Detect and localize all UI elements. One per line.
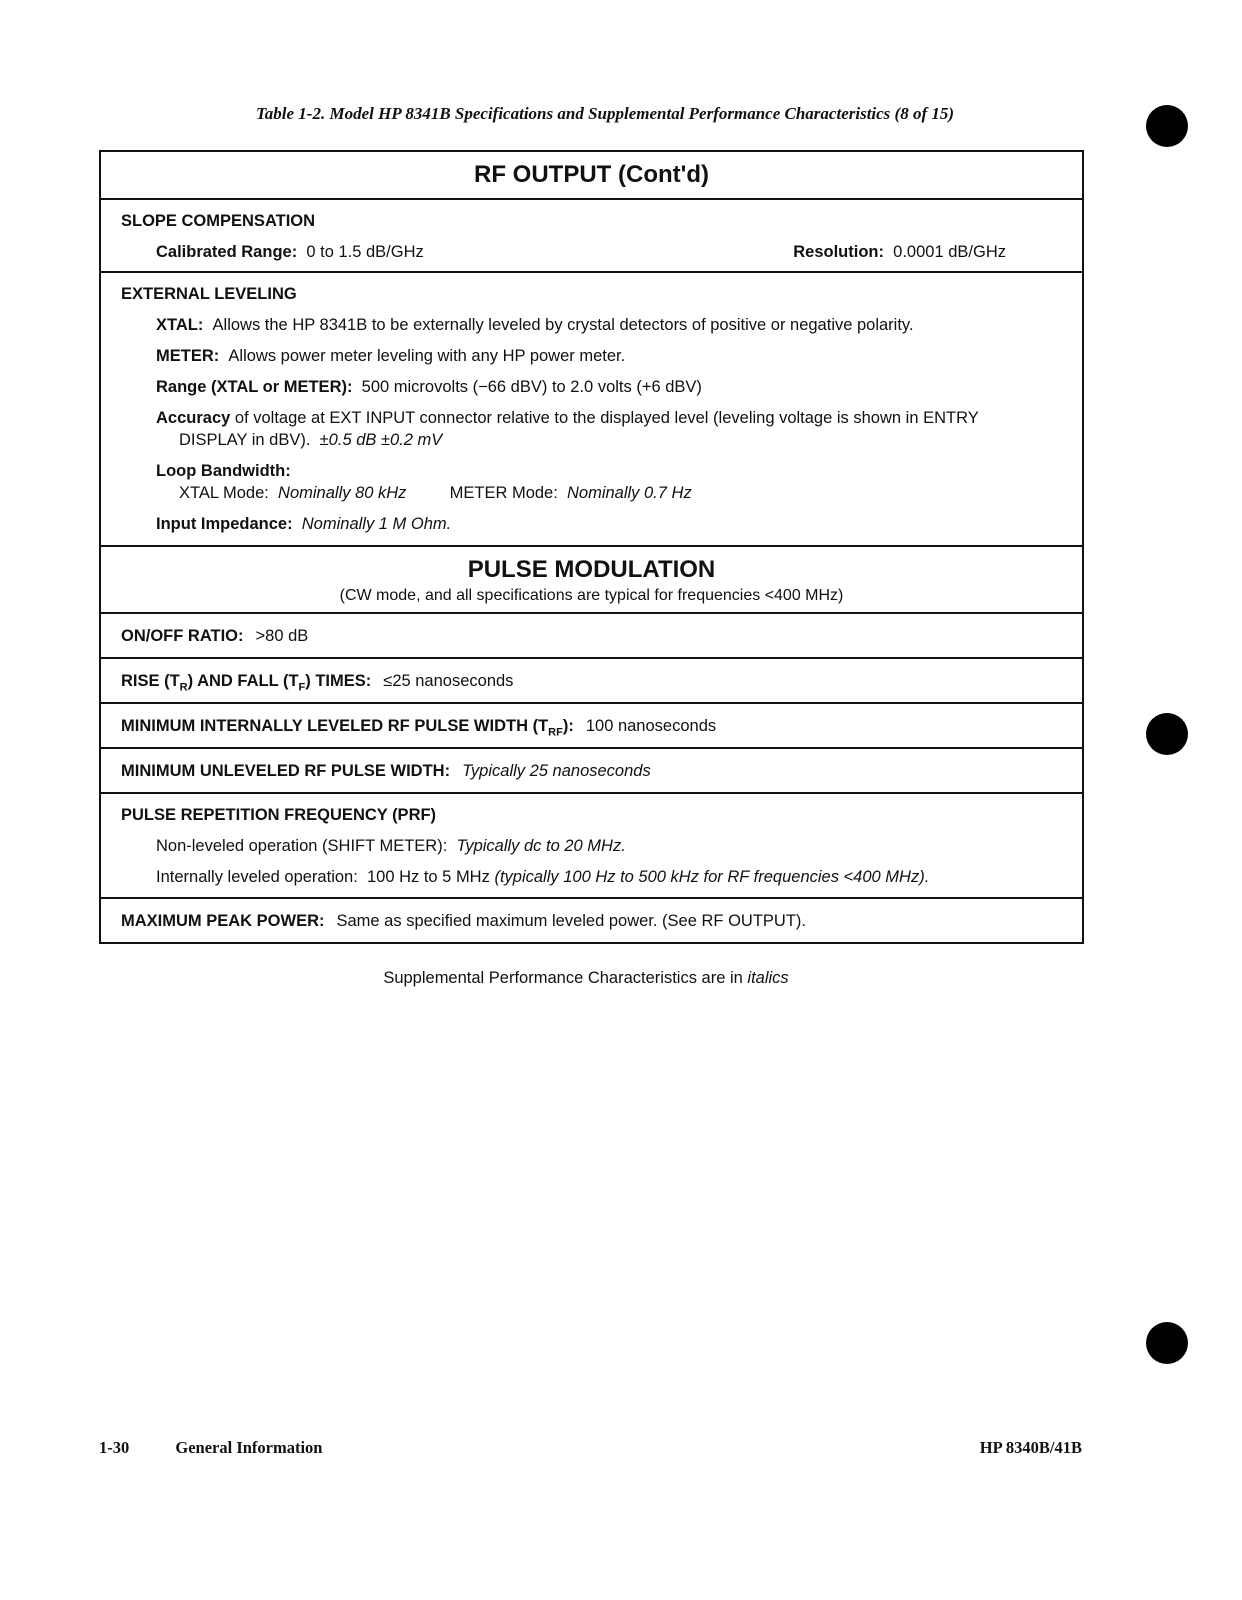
accuracy-line [121, 407, 1062, 429]
slope-line [121, 241, 1062, 263]
table-caption: Table 1-2. Model HP 8341B Specifications and Supplemental Performance Characteristics (8 of 15) [255, 104, 955, 123]
block-title: PULSE REPETITION FREQUENCY (PRF) [121, 806, 437, 824]
accuracy-label: Accuracy [156, 409, 231, 427]
meter-mode-value: Nominally 0.7 Hz [566, 484, 692, 502]
external-leveling-block [101, 271, 1082, 545]
accuracy-line-cont [121, 429, 1062, 451]
min-int-label [121, 717, 574, 739]
block-title: EXTERNAL LEVELING [121, 285, 297, 303]
prf-int-value: 100 Hz to 5 MHz [366, 868, 490, 886]
rise-sub-r: R [179, 681, 188, 694]
rise-fall-label [121, 672, 372, 694]
footer-left [99, 1438, 322, 1458]
accuracy-spec: ±0.5 dB ±0.2 mV [319, 431, 443, 449]
range-line [121, 376, 1062, 398]
prf-nonleveled-line [121, 835, 1062, 857]
rise-sub-f: F [298, 681, 306, 694]
rise-fall-value: ≤25 nanoseconds [383, 672, 514, 690]
spec-table [99, 150, 1084, 944]
prf-int-label: Internally leveled operation: [156, 868, 358, 886]
prf-block [101, 792, 1082, 897]
footer-model: HP 8340B/41B [979, 1438, 1082, 1457]
accuracy-value: of voltage at EXT INPUT connector relative to the displayed level (leveling voltage is shown in ENTRY [234, 409, 979, 427]
rise-label-b: ) AND FALL (T [187, 672, 299, 690]
section-title: PULSE MODULATION [467, 556, 716, 583]
rf-output-header [101, 152, 1082, 198]
input-impedance-label: Input Impedance: [156, 515, 293, 533]
prf-internal-line [121, 866, 1062, 888]
binder-hole [1146, 1322, 1188, 1364]
pulse-modulation-header [101, 545, 1082, 612]
min-int-value: 100 nanoseconds [585, 717, 717, 735]
section-title: RF OUTPUT (Cont'd) [474, 161, 709, 188]
binder-hole [1146, 105, 1188, 147]
meter-mode-label: METER Mode: [449, 484, 558, 502]
min-unlev-value: Typically 25 nanoseconds [462, 762, 651, 780]
footnote [0, 969, 1172, 988]
slope-compensation-block [101, 198, 1082, 271]
loop-bandwidth-line [121, 460, 1062, 482]
prf-nonlev-value: Typically dc to 20 MHz. [456, 837, 626, 855]
meter-line [121, 345, 1062, 367]
min-unlev-label: MINIMUM UNLEVELED RF PULSE WIDTH: [121, 762, 451, 780]
min-int-label-a: MINIMUM INTERNALLY LEVELED RF PULSE WIDTH (T [121, 717, 549, 735]
resolution-label: Resolution: [793, 243, 884, 261]
input-impedance-value: Nominally 1 M Ohm. [301, 515, 452, 533]
binder-hole [1146, 713, 1188, 755]
xtal-value: Allows the HP 8341B to be externally leveled by crystal detectors of positive or negative polarity. [212, 316, 914, 334]
calibrated-range-value: 0 to 1.5 dB/GHz [306, 243, 424, 261]
xtal-mode-value: Nominally 80 kHz [278, 484, 407, 502]
prf-nonlev-label: Non-leveled operation (SHIFT METER): [156, 837, 448, 855]
footnote-text: Supplemental Performance Characteristics are in [383, 969, 743, 987]
calibrated-range-label: Calibrated Range: [156, 243, 298, 261]
prf-int-typical: (typically 100 Hz to 500 kHz for RF frequencies <400 MHz). [494, 868, 930, 886]
rise-label-a: RISE (T [121, 672, 180, 690]
input-impedance-line [121, 513, 1062, 535]
page-number: 1-30 [99, 1438, 130, 1457]
meter-value: Allows power meter leveling with any HP power meter. [228, 347, 626, 365]
accuracy-cont: DISPLAY in dBV). [179, 431, 311, 449]
on-off-ratio-value: >80 dB [255, 627, 309, 645]
min-internally-leveled-row [101, 702, 1082, 747]
rise-fall-row [101, 657, 1082, 702]
min-unleveled-row [101, 747, 1082, 792]
max-peak-power-row [101, 897, 1082, 942]
section-subtitle: (CW mode, and all specifications are typical for frequencies <400 MHz) [339, 587, 844, 604]
footnote-italic: italics [747, 969, 789, 987]
loop-bandwidth-label: Loop Bandwidth: [156, 462, 291, 480]
xtal-line [121, 314, 1062, 336]
min-int-label-b: ): [562, 717, 574, 735]
min-int-sub: RF [548, 726, 563, 739]
max-peak-power-label: MAXIMUM PEAK POWER: [121, 912, 325, 930]
on-off-ratio-label: ON/OFF RATIO: [121, 627, 244, 645]
max-peak-power-value: Same as specified maximum leveled power. (See RF OUTPUT). [336, 912, 806, 930]
resolution-value: 0.0001 dB/GHz [893, 243, 1006, 261]
section-name: General Information [175, 1438, 323, 1457]
range-label: Range (XTAL or METER): [156, 378, 353, 396]
xtal-label: XTAL: [156, 316, 204, 334]
range-value: 500 microvolts (−66 dBV) to 2.0 volts (+6 dBV) [361, 378, 702, 396]
rise-label-c: ) TIMES: [305, 672, 372, 690]
on-off-ratio-row [101, 612, 1082, 657]
xtal-mode-label: XTAL Mode: [179, 484, 269, 502]
block-title: SLOPE COMPENSATION [121, 212, 316, 230]
loop-modes-line [121, 482, 1062, 504]
meter-label: METER: [156, 347, 220, 365]
